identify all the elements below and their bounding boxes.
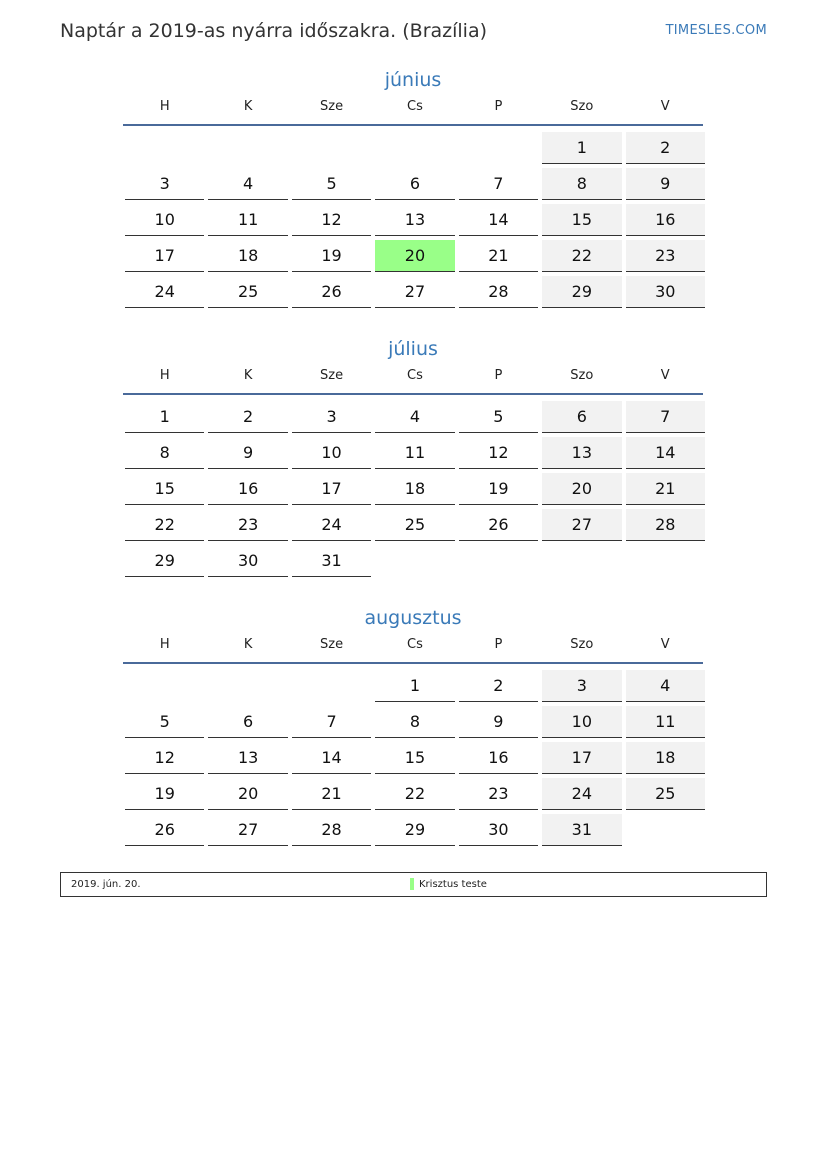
day-cell [123,543,206,579]
day-cell [540,471,623,507]
day-number: 1 [542,132,621,164]
day-cell [624,399,707,435]
weekday-label: P [494,368,503,383]
day-cell [540,238,623,274]
empty-day-cell [457,543,540,579]
week-row [123,274,703,310]
empty-day-cell [624,543,707,579]
day-number: 12 [459,437,538,469]
week-row [123,399,703,435]
day-cell [457,507,540,543]
day-cell [373,238,456,274]
day-cell [624,776,707,812]
day-cell [206,812,289,848]
day-cell [540,202,623,238]
day-number: 5 [459,401,538,433]
day-cell [540,130,623,166]
weekday-label: Szo [570,368,594,383]
day-number: 8 [542,168,621,200]
day-cell [290,435,373,471]
day-cell [457,471,540,507]
weekday-label: Cs [407,637,423,652]
day-cell [457,202,540,238]
day-number: 8 [125,437,204,469]
day-cell [373,274,456,310]
day-number: 31 [292,545,371,577]
day-cell [457,704,540,740]
day-cell [373,668,456,704]
day-cell [624,202,707,238]
day-number: 12 [292,204,371,236]
day-number: 3 [125,168,204,200]
day-number: 3 [292,401,371,433]
day-cell [457,668,540,704]
page-title: Naptár a 2019-as nyárra időszakra. (Brazília) [60,20,488,42]
day-cell [540,704,623,740]
month-title: július [388,338,438,360]
weekday-label: Cs [407,99,423,114]
day-number: 4 [375,401,454,433]
weekday-label: K [243,99,253,114]
day-number: 28 [459,276,538,308]
day-cell [624,507,707,543]
day-number: 24 [542,778,621,810]
day-cell [206,507,289,543]
day-cell [206,435,289,471]
day-number: 1 [125,401,204,433]
day-number: 27 [375,276,454,308]
day-number: 26 [125,814,204,846]
day-number: 23 [459,778,538,810]
day-number: 9 [208,437,287,469]
day-cell [457,435,540,471]
day-number: 5 [125,706,204,738]
day-cell [457,812,540,848]
weekday-header [123,367,703,395]
day-number: 21 [292,778,371,810]
day-cell [624,166,707,202]
day-cell [540,740,623,776]
day-cell [206,471,289,507]
day-cell [206,166,289,202]
day-cell [624,471,707,507]
legend-date: 2019. jún. 20. [71,879,141,890]
weekday-header [123,98,703,126]
day-cell [206,274,289,310]
day-cell [457,740,540,776]
holiday-legend [60,872,767,897]
day-cell [123,435,206,471]
day-cell [540,166,623,202]
day-cell [206,399,289,435]
day-cell [624,435,707,471]
week-row [123,668,703,704]
day-number: 29 [542,276,621,308]
week-row [123,471,703,507]
weekday-label: H [159,368,170,383]
weekday-label: Szo [570,637,594,652]
day-cell [624,130,707,166]
day-number: 2 [626,132,705,164]
day-number: 11 [208,204,287,236]
weekday-label: V [660,368,670,383]
day-cell [373,435,456,471]
week-row [123,435,703,471]
day-number: 25 [375,509,454,541]
day-number: 13 [542,437,621,469]
day-number: 12 [125,742,204,774]
day-cell [373,166,456,202]
day-number: 20 [375,240,454,272]
day-cell [457,274,540,310]
empty-day-cell [123,668,206,704]
day-cell [290,704,373,740]
day-cell [290,507,373,543]
day-number: 26 [292,276,371,308]
day-number: 21 [459,240,538,272]
day-cell [457,399,540,435]
day-cell [123,704,206,740]
day-number: 30 [208,545,287,577]
day-number: 29 [125,545,204,577]
day-cell [373,776,456,812]
empty-day-cell [373,543,456,579]
day-cell [206,776,289,812]
day-cell [290,740,373,776]
day-cell [206,202,289,238]
weekday-label: Sze [320,99,344,114]
empty-day-cell [540,543,623,579]
empty-day-cell [206,130,289,166]
day-cell [206,704,289,740]
day-number: 21 [626,473,705,505]
month-july [123,337,703,579]
day-number: 16 [626,204,705,236]
day-number: 13 [375,204,454,236]
day-number: 28 [626,509,705,541]
day-cell [540,399,623,435]
empty-day-cell [290,130,373,166]
day-number: 30 [626,276,705,308]
day-cell [457,238,540,274]
day-cell [123,507,206,543]
weekday-label: K [243,368,253,383]
week-row [123,812,703,848]
weekday-label: Sze [320,368,344,383]
weekday-label: V [660,99,670,114]
day-number: 18 [208,240,287,272]
day-number: 10 [292,437,371,469]
day-cell [290,166,373,202]
day-number: 29 [375,814,454,846]
day-grid [123,126,703,310]
day-number: 23 [208,509,287,541]
day-number: 16 [208,473,287,505]
day-number: 24 [125,276,204,308]
day-number: 7 [459,168,538,200]
day-number: 22 [125,509,204,541]
day-cell [123,776,206,812]
week-row [123,776,703,812]
day-number: 6 [542,401,621,433]
day-number: 14 [292,742,371,774]
day-cell [290,543,373,579]
day-number: 14 [459,204,538,236]
day-number: 19 [459,473,538,505]
day-number: 19 [125,778,204,810]
day-cell [624,740,707,776]
day-number: 16 [459,742,538,774]
day-cell [457,776,540,812]
day-cell [540,668,623,704]
day-number: 4 [208,168,287,200]
day-cell [373,399,456,435]
day-cell [123,274,206,310]
day-number: 7 [292,706,371,738]
day-cell [373,812,456,848]
day-number: 11 [375,437,454,469]
day-cell [123,399,206,435]
day-cell [457,166,540,202]
day-cell [123,812,206,848]
day-number: 10 [542,706,621,738]
day-number: 15 [542,204,621,236]
weekday-label: Cs [407,368,423,383]
day-cell [373,704,456,740]
day-number: 15 [125,473,204,505]
day-number: 22 [375,778,454,810]
empty-day-cell [373,130,456,166]
day-cell [206,740,289,776]
day-cell [290,202,373,238]
day-number: 22 [542,240,621,272]
day-number: 8 [375,706,454,738]
day-cell [624,274,707,310]
day-number: 6 [208,706,287,738]
week-row [123,202,703,238]
day-number: 30 [459,814,538,846]
weekday-label: P [494,99,503,114]
empty-day-cell [290,668,373,704]
day-cell [540,812,623,848]
day-cell [290,776,373,812]
day-number: 9 [459,706,538,738]
day-number: 27 [542,509,621,541]
day-number: 1 [375,670,454,702]
day-number: 15 [375,742,454,774]
month-august [123,606,703,848]
day-cell [123,166,206,202]
day-cell [290,274,373,310]
day-cell [540,507,623,543]
day-cell [290,812,373,848]
day-number: 23 [626,240,705,272]
day-number: 28 [292,814,371,846]
empty-day-cell [624,812,707,848]
day-cell [206,543,289,579]
day-number: 13 [208,742,287,774]
day-cell [373,507,456,543]
week-row [123,740,703,776]
day-cell [373,740,456,776]
day-grid [123,664,703,848]
day-grid [123,395,703,579]
day-cell [123,202,206,238]
day-cell [540,435,623,471]
day-cell [624,668,707,704]
day-cell [290,471,373,507]
legend-color-swatch [410,878,414,890]
day-cell [624,238,707,274]
day-cell [373,202,456,238]
month-title: augusztus [364,607,462,629]
week-row [123,704,703,740]
day-cell [373,471,456,507]
week-row [123,238,703,274]
brand-link[interactable]: TIMESLES.COM [665,23,767,38]
month-title: június [384,69,442,91]
day-number: 31 [542,814,621,846]
week-row [123,543,703,579]
day-number: 26 [459,509,538,541]
day-number: 3 [542,670,621,702]
day-number: 10 [125,204,204,236]
day-number: 14 [626,437,705,469]
month-june [123,68,703,310]
day-cell [290,399,373,435]
day-cell [123,238,206,274]
day-number: 2 [208,401,287,433]
day-number: 24 [292,509,371,541]
empty-day-cell [123,130,206,166]
day-number: 25 [626,778,705,810]
weekday-label: H [159,99,170,114]
day-number: 19 [292,240,371,272]
day-number: 5 [292,168,371,200]
day-number: 25 [208,276,287,308]
day-number: 18 [375,473,454,505]
weekday-label: V [660,637,670,652]
day-cell [624,704,707,740]
weekday-label: K [243,637,253,652]
week-row [123,507,703,543]
day-number: 17 [125,240,204,272]
day-number: 17 [542,742,621,774]
day-number: 20 [542,473,621,505]
day-number: 7 [626,401,705,433]
day-number: 20 [208,778,287,810]
day-number: 18 [626,742,705,774]
empty-day-cell [457,130,540,166]
weekday-label: P [494,637,503,652]
weekday-label: Sze [320,637,344,652]
day-number: 4 [626,670,705,702]
day-cell [540,776,623,812]
weekday-label: H [159,637,170,652]
empty-day-cell [206,668,289,704]
day-cell [540,274,623,310]
day-cell [123,471,206,507]
day-number: 6 [375,168,454,200]
week-row [123,166,703,202]
weekday-header [123,636,703,664]
day-number: 2 [459,670,538,702]
day-cell [123,740,206,776]
weekday-label: Szo [570,99,594,114]
week-row [123,130,703,166]
day-cell [290,238,373,274]
page-header [60,20,767,44]
day-number: 9 [626,168,705,200]
day-cell [206,238,289,274]
day-number: 11 [626,706,705,738]
legend-holiday-name: Krisztus teste [419,879,487,890]
day-number: 27 [208,814,287,846]
day-number: 17 [292,473,371,505]
